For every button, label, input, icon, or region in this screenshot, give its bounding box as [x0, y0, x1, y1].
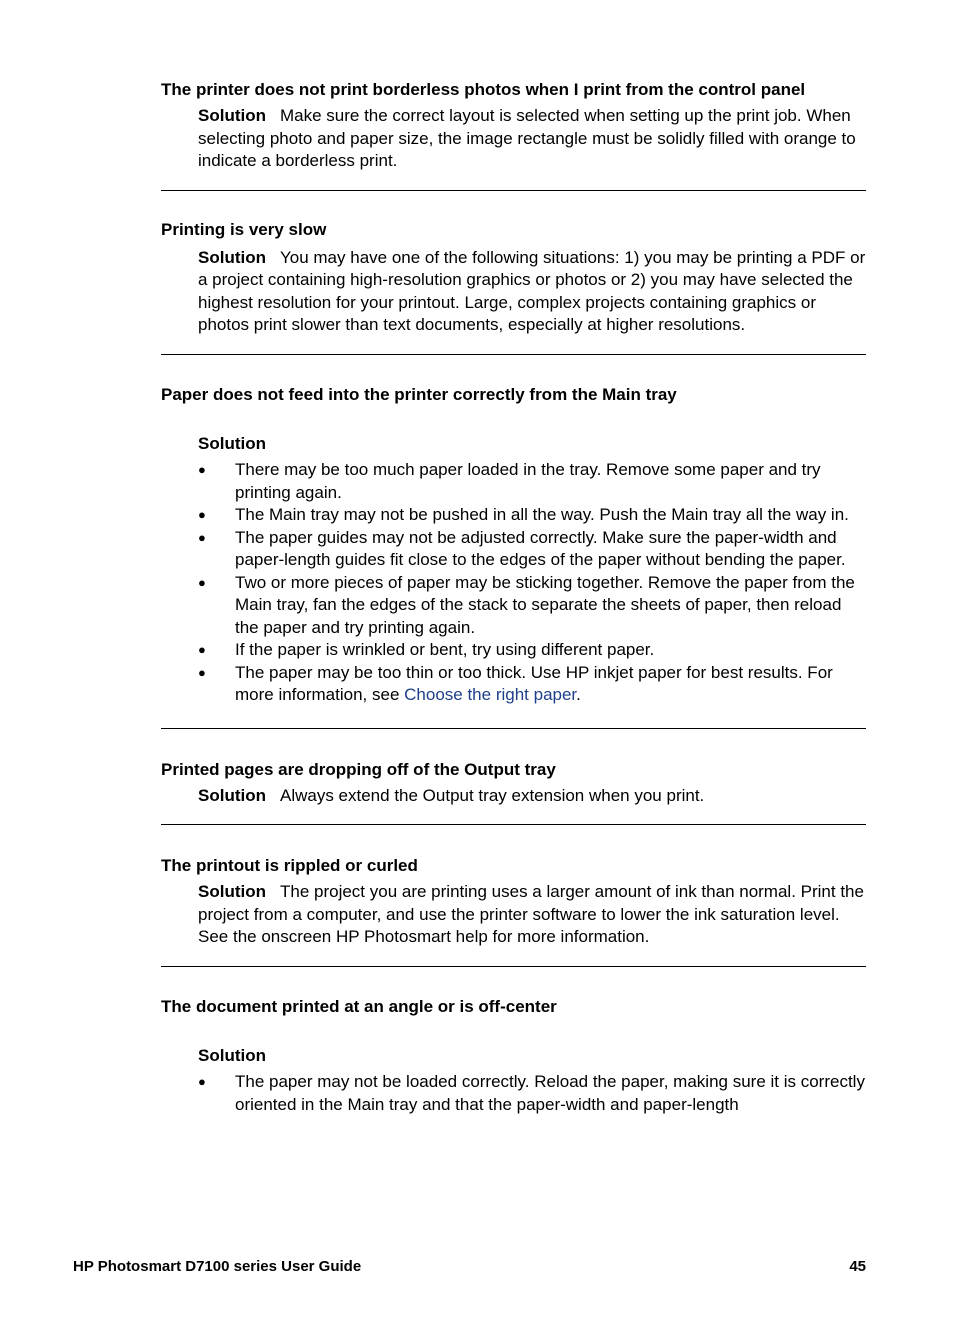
bullet-icon: ● — [198, 574, 206, 590]
divider — [161, 824, 866, 825]
solution-paragraph — [198, 105, 866, 173]
page-number: 45 — [849, 1258, 866, 1275]
section-title: The document printed at an angle or is off-center — [161, 996, 557, 1016]
divider — [161, 728, 866, 729]
solution-label: Solution — [198, 247, 266, 267]
section-paper-feed — [161, 383, 866, 707]
section-title: Paper does not feed into the printer correctly from the Main tray — [161, 384, 677, 404]
solution-paragraph — [198, 785, 866, 808]
choose-paper-link[interactable]: Choose the right paper — [404, 685, 577, 704]
list-item: ● The Main tray may not be pushed in all the way. Push the Main tray all the way in. — [198, 504, 866, 527]
section-title: Printing is very slow — [161, 219, 327, 239]
solution-label: Solution — [198, 433, 266, 453]
solution-text: The project you are printing uses a larger amount of ink than normal. Print the project from a computer, and use the printer software to lower the ink saturation level. See the onscreen HP Photosmart help for more information. — [198, 882, 864, 946]
solution-text: Always extend the Output tray extension when you print. — [279, 785, 705, 805]
bullet-icon: ● — [198, 664, 206, 680]
list-item: ● The paper may be too thin or too thick. Use HP inkjet paper for best results. For more information, see Choose the right paper. — [198, 662, 833, 704]
page-content — [161, 78, 866, 1116]
section-title: Printed pages are dropping off of the Output tray — [161, 759, 556, 779]
section-output-tray — [161, 758, 866, 808]
solution-label: Solution — [198, 882, 266, 901]
divider — [161, 190, 866, 191]
divider — [161, 966, 866, 967]
guide-title: HP Photosmart D7100 series User Guide — [73, 1258, 362, 1275]
solution-list — [198, 459, 866, 707]
solution-text: You may have one of the following situations: 1) you may be printing a PDF or a project containing high-resolution graphics or photos or 2) you may have selected the highest resolution for your printout. Large, complex projects containing graphics or photos print slower than text documents, especially at higher resolutions. — [198, 247, 866, 334]
section-rippled — [161, 854, 866, 949]
section-angle — [161, 995, 866, 1117]
solution-paragraph — [198, 247, 866, 337]
section-title: The printer does not print borderless photos when I print from the control panel — [161, 80, 806, 99]
section-title: The printout is rippled or curled — [161, 856, 418, 875]
bullet-icon: ● — [198, 1074, 206, 1089]
section-borderless — [161, 78, 866, 173]
bullet-icon: ● — [198, 507, 206, 522]
solution-text: Make sure the correct layout is selected when setting up the print job. When selecting photo and paper size, the image rectangle must be solidly filled with orange to indicate a borderless print. — [198, 106, 856, 170]
list-item: ● If the paper is wrinkled or bent, try using different paper. — [198, 639, 866, 662]
list-item: ● The paper guides may not be adjusted correctly. Make sure the paper-width and paper-length guides fit close to the edges of the paper without bending the paper. — [198, 527, 846, 569]
solution-list — [198, 1071, 866, 1116]
list-item: ● The paper may not be loaded correctly. Reload the paper, making sure it is correctly oriented in the Main tray and that the paper-width and paper-length — [198, 1072, 865, 1114]
bullet-icon: ● — [198, 529, 206, 545]
bullet-icon: ● — [198, 642, 206, 657]
bullet-icon: ● — [198, 462, 206, 477]
divider — [161, 354, 866, 355]
list-item: ● Two or more pieces of paper may be sticking together. Remove the paper from the Main tray, fan the edges of the stack to separate the sheets of paper, then reload the paper and try printing again. — [198, 572, 855, 637]
section-slow — [161, 218, 866, 337]
solution-label: Solution — [198, 106, 266, 125]
solution-paragraph — [198, 881, 866, 949]
solution-label: Solution — [198, 1045, 266, 1065]
solution-label: Solution — [198, 785, 266, 805]
list-item: ● There may be too much paper loaded in the tray. Remove some paper and try printing again. — [198, 460, 821, 502]
